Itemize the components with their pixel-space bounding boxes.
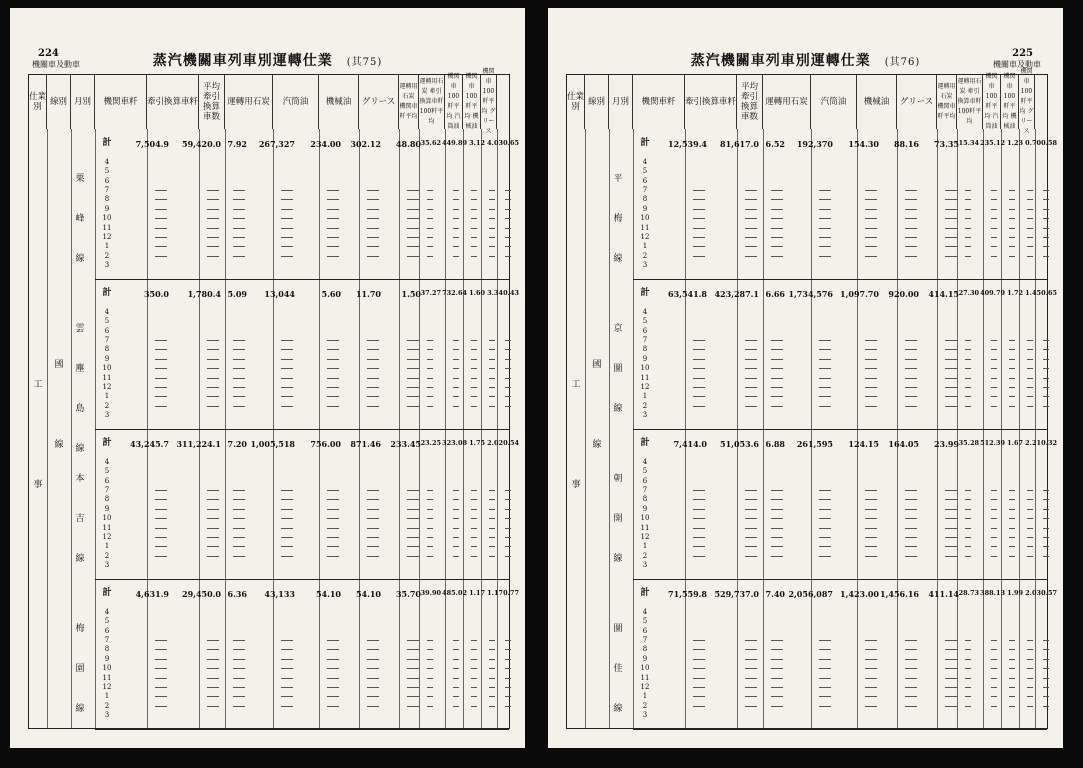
total-value: 43,245.7 bbox=[130, 439, 169, 449]
total-value: 154.30 bbox=[848, 139, 879, 149]
total-value: 51,053.6 bbox=[720, 439, 759, 449]
total-value: 1.45 bbox=[1025, 289, 1041, 297]
column-header: 運轉用石炭 機関車粁平均 bbox=[399, 75, 419, 129]
total-value: 0.32 bbox=[1041, 439, 1057, 447]
month-column: 計 4 5 6 7 8 9 10 11 12 1 2 3 bbox=[640, 288, 650, 420]
total-value: 7,504.9 bbox=[135, 139, 169, 149]
total-value: 5.09 bbox=[227, 289, 247, 299]
month-column: 計 4 5 6 7 8 9 10 11 12 1 2 3 bbox=[640, 438, 650, 570]
month-column: 計 4 5 6 7 8 9 10 11 12 1 2 3 bbox=[640, 588, 650, 720]
line-name: 栗 峰 線 bbox=[75, 174, 85, 264]
page-number: 225 bbox=[1012, 48, 1033, 59]
total-value: 261,595 bbox=[796, 439, 833, 449]
total-value: 1,456.16 bbox=[880, 589, 919, 599]
column-header: 月別 bbox=[609, 75, 633, 129]
line-section bbox=[95, 129, 509, 280]
total-value: 388.13 bbox=[980, 589, 1005, 597]
total-value: 0.54 bbox=[503, 439, 519, 447]
total-value: 920.00 bbox=[888, 289, 919, 299]
total-value: 23.25 bbox=[420, 439, 441, 447]
total-value: 1.99 bbox=[1007, 589, 1023, 597]
total-value: 1,005,518 bbox=[250, 439, 295, 449]
total-value: 35.62 bbox=[420, 139, 441, 147]
page-title bbox=[10, 50, 525, 70]
total-value: 81,617.0 bbox=[720, 139, 759, 149]
total-value: 0.70 bbox=[1025, 139, 1041, 147]
title-number: (其76) bbox=[884, 57, 921, 68]
line-section bbox=[633, 579, 1047, 730]
column-header: 運轉用石炭 機関車粁平均 bbox=[937, 75, 957, 129]
work-type-label: 工 事 bbox=[571, 380, 581, 490]
total-value: 1,423.00 bbox=[840, 589, 879, 599]
column-header: 機関車100粁平均 機械油 bbox=[463, 75, 481, 129]
total-value: 59,420.0 bbox=[182, 139, 221, 149]
total-value: 423,287.1 bbox=[714, 289, 759, 299]
month-column: 計 4 5 6 7 8 9 10 11 12 1 2 3 bbox=[640, 138, 650, 270]
total-value: 23.99 bbox=[933, 439, 959, 449]
total-value: 54.10 bbox=[355, 589, 381, 599]
total-value: 3.34 bbox=[487, 289, 503, 297]
total-value: 0.58 bbox=[1041, 139, 1057, 147]
total-value: 6.66 bbox=[765, 289, 785, 299]
line-name: 梅 園 線 bbox=[75, 624, 85, 714]
title-text: 蒸汽機關車列車別運轉仕業 bbox=[690, 53, 871, 69]
data-table bbox=[28, 68, 519, 729]
total-value: 235.12 bbox=[980, 139, 1005, 147]
total-value: 302.12 bbox=[350, 139, 381, 149]
month-column: 計 4 5 6 7 8 9 10 11 12 1 2 3 bbox=[102, 588, 112, 720]
total-value: 3.12 bbox=[469, 139, 485, 147]
total-value: 311,224.1 bbox=[176, 439, 221, 449]
total-value: 39.90 bbox=[420, 589, 441, 597]
total-value: 7.40 bbox=[765, 589, 785, 599]
total-value: 73.35 bbox=[933, 139, 959, 149]
total-value: 350.0 bbox=[143, 289, 169, 299]
total-value: 485.02 bbox=[442, 589, 467, 597]
column-header: 機関車100粁平均 汽筒油 bbox=[983, 75, 1001, 129]
total-value: 6.88 bbox=[765, 439, 785, 449]
line-name: 京 圖 線 bbox=[613, 324, 623, 414]
total-value: 2.03 bbox=[1025, 589, 1041, 597]
page-title bbox=[548, 50, 1063, 70]
total-value: 2.21 bbox=[1025, 439, 1041, 447]
total-value: 529,737.0 bbox=[714, 589, 759, 599]
column-header: 仕業別 bbox=[29, 75, 47, 129]
line-section bbox=[95, 279, 509, 430]
column-header: 線別 bbox=[47, 75, 71, 129]
data-table bbox=[566, 68, 1057, 729]
total-value: 13,044 bbox=[264, 289, 295, 299]
total-value: 1,734,576 bbox=[788, 289, 833, 299]
title-text: 蒸汽機關車列車別運轉仕業 bbox=[152, 53, 333, 69]
total-value: 414.15 bbox=[928, 289, 959, 299]
page-number: 224 bbox=[38, 48, 59, 59]
total-value: 15.34 bbox=[958, 139, 979, 147]
column-header: グリース bbox=[359, 75, 399, 129]
total-value: 0.65 bbox=[503, 139, 519, 147]
total-value: 11.70 bbox=[355, 289, 381, 299]
total-value: 54.10 bbox=[315, 589, 341, 599]
total-value: 756.00 bbox=[310, 439, 341, 449]
month-column: 計 4 5 6 7 8 9 10 11 12 1 2 3 bbox=[102, 138, 112, 270]
total-value: 323.08 bbox=[442, 439, 467, 447]
total-value: 7.20 bbox=[227, 439, 247, 449]
total-value: 0.43 bbox=[503, 289, 519, 297]
column-header: 機械油 bbox=[857, 75, 897, 129]
total-value: 0.77 bbox=[503, 589, 519, 597]
total-value: 512.39 bbox=[980, 439, 1005, 447]
column-header: 牽引換算車粁 bbox=[147, 75, 199, 129]
total-value: 267,327 bbox=[258, 139, 295, 149]
total-value: 71,559.8 bbox=[668, 589, 707, 599]
total-value: 5.60 bbox=[321, 289, 341, 299]
title-number: (其75) bbox=[346, 57, 383, 68]
total-value: 48.80 bbox=[395, 139, 421, 149]
total-value: 7,414.0 bbox=[673, 439, 707, 449]
line-name: 朝 開 線 bbox=[613, 474, 623, 564]
total-value: 234.00 bbox=[310, 139, 341, 149]
column-header: 汽筒油 bbox=[273, 75, 319, 129]
total-value: 1.75 bbox=[469, 439, 485, 447]
total-value: 1,780.4 bbox=[187, 289, 221, 299]
total-value: 35.28 bbox=[958, 439, 979, 447]
total-value: 2,056,087 bbox=[788, 589, 833, 599]
line-name: 雲 塵 島 線 bbox=[75, 324, 85, 454]
month-column: 計 4 5 6 7 8 9 10 11 12 1 2 3 bbox=[102, 438, 112, 570]
line-section bbox=[95, 579, 509, 730]
publication-label: 機關車及動車 bbox=[32, 60, 80, 69]
work-type-label: 工 事 bbox=[33, 380, 43, 490]
total-value: 1.67 bbox=[1007, 439, 1023, 447]
total-value: 63,541.8 bbox=[668, 289, 707, 299]
total-value: 37.27 bbox=[420, 289, 441, 297]
left-page bbox=[10, 8, 525, 748]
total-value: 35.70 bbox=[395, 589, 421, 599]
column-header: 運轉用石炭 牽引換算車粁100粁平均 bbox=[419, 75, 445, 129]
column-header: 運轉用石炭 bbox=[763, 75, 811, 129]
line-section bbox=[633, 129, 1047, 280]
column-header: 運轉用石炭 牽引換算車粁100粁平均 bbox=[957, 75, 983, 129]
total-value: 871.46 bbox=[350, 439, 381, 449]
line-section bbox=[633, 429, 1047, 580]
column-header: 機関車粁 bbox=[95, 75, 147, 129]
total-value: 4,631.9 bbox=[135, 589, 169, 599]
line-section bbox=[633, 279, 1047, 430]
column-header: グリース bbox=[897, 75, 937, 129]
line-section bbox=[95, 429, 509, 580]
total-value: 1,097.70 bbox=[840, 289, 879, 299]
total-value: 1.23 bbox=[1007, 139, 1023, 147]
line-name: 平 梅 線 bbox=[613, 174, 623, 264]
total-value: 164.05 bbox=[888, 439, 919, 449]
month-column: 計 4 5 6 7 8 9 10 11 12 1 2 3 bbox=[102, 288, 112, 420]
total-value: 1.60 bbox=[469, 289, 485, 297]
column-header: 仕業別 bbox=[567, 75, 585, 129]
total-value: 12,539.4 bbox=[668, 139, 707, 149]
column-header: 平均牽引換算車数 bbox=[199, 75, 225, 129]
column-header: 機関車100粁平均 汽筒油 bbox=[445, 75, 463, 129]
column-header: 汽筒油 bbox=[811, 75, 857, 129]
column-header: 平均牽引換算車数 bbox=[737, 75, 763, 129]
total-value: 449.89 bbox=[442, 139, 467, 147]
total-value: 28.73 bbox=[958, 589, 979, 597]
total-value: 409.79 bbox=[980, 289, 1005, 297]
total-value: 192,370 bbox=[796, 139, 833, 149]
total-value: 6.36 bbox=[227, 589, 247, 599]
line-name: 圖 佳 線 bbox=[613, 624, 623, 714]
line-group-label: 國 線 bbox=[592, 360, 602, 450]
total-value: 732.64 bbox=[442, 289, 467, 297]
total-value: 411.14 bbox=[928, 589, 959, 599]
publication-label: 機關車及動車 bbox=[993, 60, 1041, 69]
column-header: 月別 bbox=[71, 75, 95, 129]
total-value: 4.03 bbox=[487, 139, 503, 147]
column-header: 牽引換算車粁 bbox=[685, 75, 737, 129]
total-value: 6.52 bbox=[765, 139, 785, 149]
total-value: 1.17 bbox=[487, 589, 503, 597]
total-value: 27.30 bbox=[958, 289, 979, 297]
column-header: 機関車100粁平均 グリース bbox=[481, 68, 496, 135]
total-value: 0.57 bbox=[1041, 589, 1057, 597]
total-value: 43,133 bbox=[264, 589, 295, 599]
total-value: 1.50 bbox=[401, 289, 421, 299]
right-page bbox=[548, 8, 1063, 748]
total-value: 1.72 bbox=[1007, 289, 1023, 297]
total-value: 88.16 bbox=[893, 139, 919, 149]
total-value: 2.02 bbox=[487, 439, 503, 447]
total-value: 0.65 bbox=[1041, 289, 1057, 297]
total-value: 29,450.0 bbox=[182, 589, 221, 599]
total-value: 233.45 bbox=[390, 439, 421, 449]
line-name: 本 吉 線 bbox=[75, 474, 85, 564]
column-header: 機械油 bbox=[319, 75, 359, 129]
column-header: 線別 bbox=[585, 75, 609, 129]
column-header: 機関車100粁平均 機械油 bbox=[1001, 75, 1019, 129]
column-header: 機関車粁 bbox=[633, 75, 685, 129]
column-header: 運轉用石炭 bbox=[225, 75, 273, 129]
line-group-label: 國 線 bbox=[54, 360, 64, 450]
total-value: 7.92 bbox=[227, 139, 247, 149]
total-value: 124.15 bbox=[848, 439, 879, 449]
total-value: 1.17 bbox=[469, 589, 485, 597]
column-header: 機関車100粁平均 グリース bbox=[1019, 68, 1034, 135]
